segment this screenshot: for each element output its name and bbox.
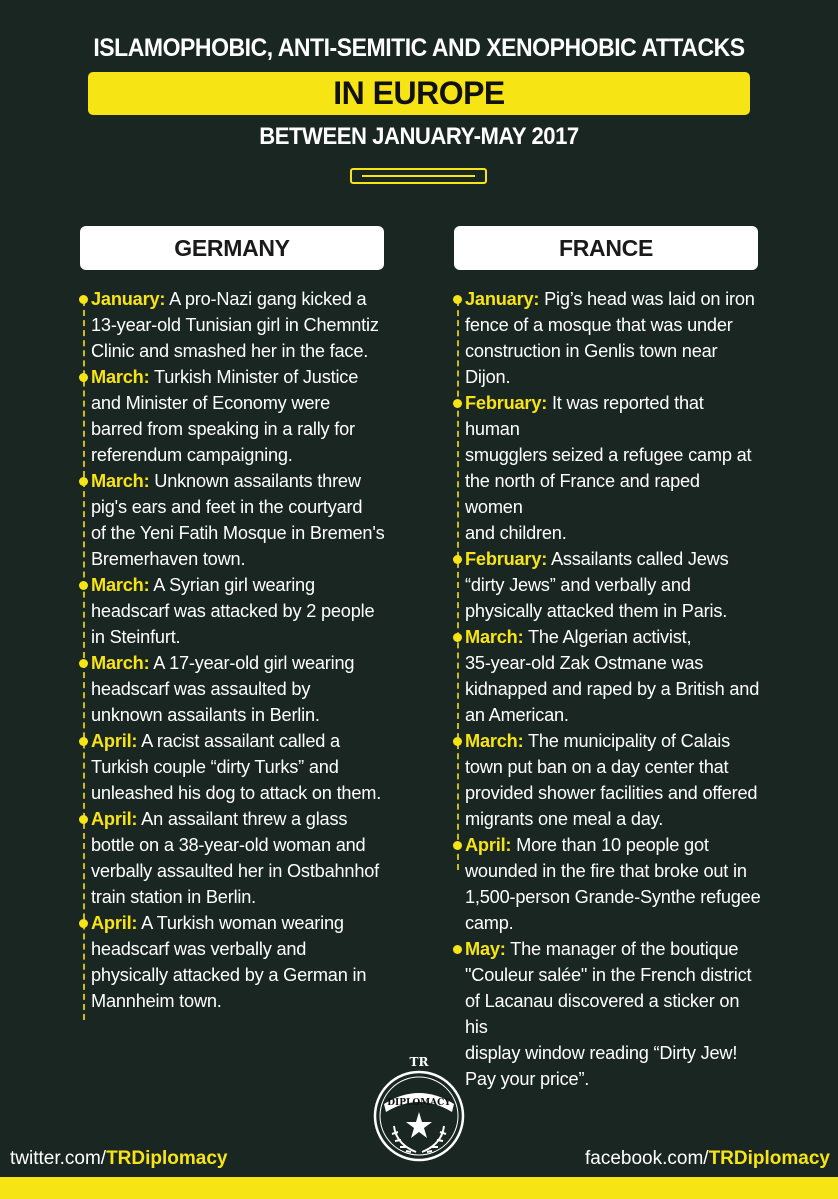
entry-text: Unknown assailants threw pig's ears and feet in the courtyard of the Yeni Fatih Mosque in Bremen's Bremerhaven town. (91, 471, 385, 569)
timeline-dot-icon (79, 581, 88, 590)
entry-month: April: (91, 913, 138, 933)
entry-month: March: (91, 367, 150, 387)
timeline-entry (78, 286, 388, 364)
entry-month: March: (465, 627, 524, 647)
title-banner: IN EUROPE (88, 72, 750, 115)
timeline-dot-icon (453, 295, 462, 304)
timeline-dot-icon (79, 295, 88, 304)
entry-month: April: (465, 835, 512, 855)
timeline-dot-icon (79, 373, 88, 382)
timeline-dot-icon (453, 399, 462, 408)
timeline-dot-icon (79, 477, 88, 486)
entry-text: More than 10 people got wounded in the fire that broke out in 1,500-person Grande-Synthe refugee camp. (465, 835, 761, 933)
germany-timeline (78, 286, 388, 1014)
timeline-entry (452, 728, 762, 832)
facebook-prefix: facebook.com/ (585, 1148, 709, 1169)
entry-text: A Syrian girl wearing headscarf was attacked by 2 people in Steinfurt. (91, 575, 375, 647)
timeline-dot-icon (79, 659, 88, 668)
timeline-entry (452, 390, 762, 546)
entry-text: The municipality of Calais town put ban on a day center that provided shower facilities and offered migrants one meal a day. (465, 731, 758, 829)
timeline-entry (78, 364, 388, 468)
star-icon (406, 1112, 432, 1138)
twitter-handle: TRDiplomacy (106, 1148, 228, 1169)
twitter-link[interactable] (10, 1148, 228, 1170)
entry-text: Turkish Minister of Justice and Minister of Economy were barred from speaking in a rally for referendum campaigning. (91, 367, 359, 465)
timeline-dot-icon (453, 945, 462, 954)
timeline-entry (78, 806, 388, 910)
timeline-entry (452, 832, 762, 936)
timeline-entry (452, 936, 762, 1092)
page-subtitle: BETWEEN JANUARY-MAY 2017 (259, 123, 579, 150)
timeline-dot-icon (79, 919, 88, 928)
entry-text: The manager of the boutique "Couleur salée" in the French district of Lacanau discovered a sticker on his display window reading “Dirty Jew! Pay your price”. (465, 939, 752, 1089)
facebook-handle: TRDiplomacy (708, 1148, 830, 1169)
timeline-entry (452, 624, 762, 728)
entry-month: February: (465, 393, 548, 413)
decorative-divider (350, 168, 487, 184)
entry-month: January: (91, 289, 166, 309)
timeline-entry (78, 572, 388, 650)
entry-month: January: (465, 289, 540, 309)
timeline-entry (452, 546, 762, 624)
entry-text: A pro-Nazi gang kicked a 13-year-old Tunisian girl in Chemntiz Clinic and smashed her in the face. (91, 289, 379, 361)
timeline-dot-icon (453, 737, 462, 746)
timeline-entry (78, 728, 388, 806)
bottom-accent-bar (0, 1177, 838, 1199)
timeline-dot-icon (79, 815, 88, 824)
entry-text: It was reported that human smugglers seized a refugee camp at the north of France and raped women and children. (465, 393, 752, 543)
entry-text: Pig’s head was laid on iron fence of a mosque that was under construction in Genlis town near Dijon. (465, 289, 755, 387)
timeline-entry (78, 468, 388, 572)
entry-text: An assailant threw a glass bottle on a 38-year-old woman and verbally assaulted her in Ostbahnhof train station in Berlin. (91, 809, 380, 907)
france-heading: FRANCE (454, 226, 758, 270)
entry-text: A 17-year-old girl wearing headscarf was assaulted by unknown assailants in Berlin. (91, 653, 355, 725)
entry-month: April: (91, 809, 138, 829)
timeline-entry (452, 286, 762, 390)
page-title: ISLAMOPHOBIC, ANTI-SEMITIC AND XENOPHOBIC ATTACKS (93, 34, 745, 62)
logo-text-tr: TR (409, 1055, 429, 1069)
facebook-link[interactable] (585, 1148, 830, 1170)
timeline-dot-icon (453, 633, 462, 642)
timeline-dot-icon (453, 841, 462, 850)
entry-month: March: (465, 731, 524, 751)
entry-text: A racist assailant called a Turkish couple “dirty Turks” and unleashed his dog to attack on them. (91, 731, 382, 803)
entry-month: March: (91, 575, 150, 595)
svg-text:DIPLOMACY: DIPLOMACY (387, 1098, 451, 1108)
entry-month: March: (91, 653, 150, 673)
timeline-dot-icon (79, 737, 88, 746)
entry-text: A Turkish woman wearing headscarf was verbally and physically attacked by a German in Mannheim town. (91, 913, 367, 1011)
entry-text: The Algerian activist, 35-year-old Zak Ostmane was kidnapped and raped by a British and an American. (465, 627, 760, 725)
entry-text: Assailants called Jews “dirty Jews” and verbally and physically attacked them in Paris. (465, 549, 729, 621)
timeline-dot-icon (453, 555, 462, 564)
germany-heading: GERMANY (80, 226, 384, 270)
entry-month: May: (465, 939, 506, 959)
france-timeline (452, 286, 762, 1092)
entry-month: March: (91, 471, 150, 491)
twitter-prefix: twitter.com/ (10, 1148, 107, 1169)
tr-diplomacy-logo (372, 1038, 466, 1168)
timeline-entry (78, 910, 388, 1014)
entry-month: April: (91, 731, 138, 751)
timeline-entry (78, 650, 388, 728)
entry-month: February: (465, 549, 548, 569)
